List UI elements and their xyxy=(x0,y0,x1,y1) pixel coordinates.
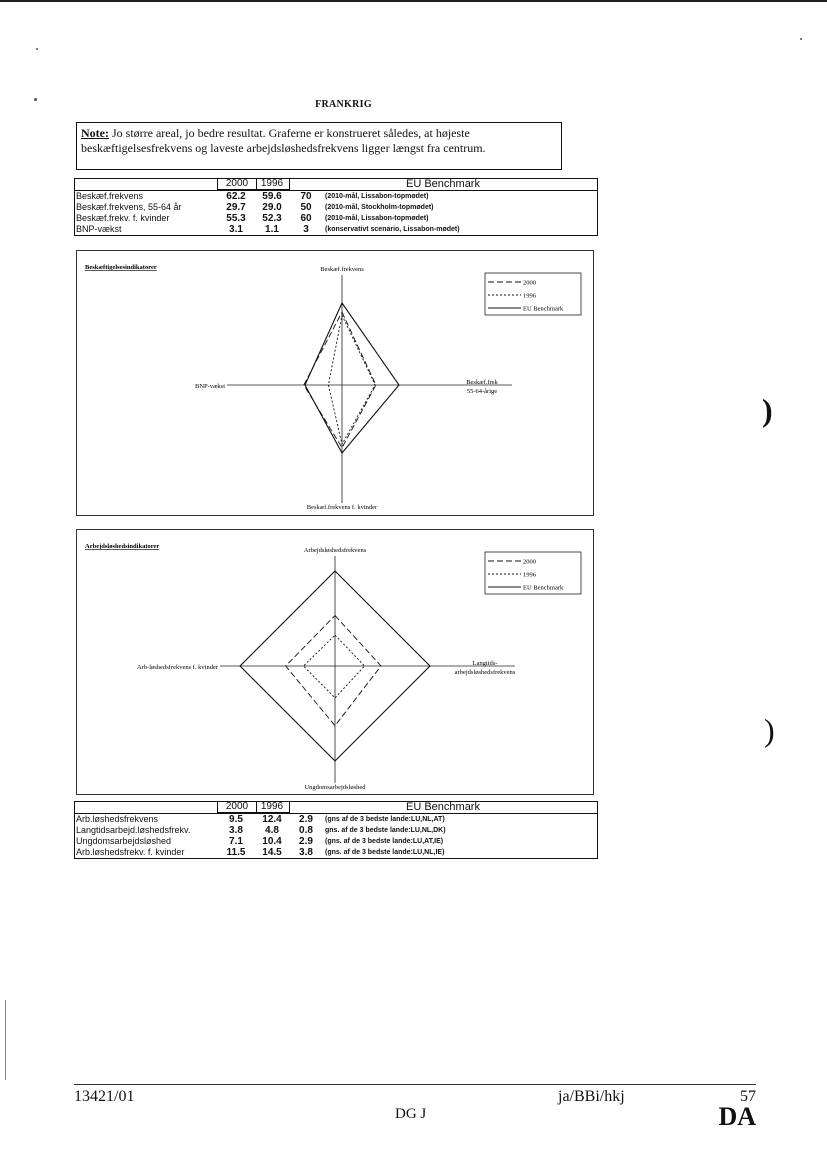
unemployment-radar-chart xyxy=(76,529,594,795)
value-2000: 3.8 xyxy=(229,825,243,836)
unemployment-table xyxy=(74,801,598,859)
table-row xyxy=(75,191,597,202)
value-eu: 70 xyxy=(300,191,312,202)
value-1996: 59.6 xyxy=(262,191,282,202)
employment-radar-chart xyxy=(76,250,594,516)
axis-label-bottom: Ungdomsarbejdsløshed xyxy=(304,784,366,791)
axis-label-left: Arb-løshedsfrekvens f. kvinder xyxy=(136,664,218,671)
row-label: Arb.løshedsfrekvens xyxy=(76,814,159,824)
value-eu: 3 xyxy=(303,224,309,235)
value-eu: 3.8 xyxy=(299,847,313,858)
chart-title: Beskæftigelsesindikatorer xyxy=(85,264,157,271)
value-1996: 52.3 xyxy=(262,213,282,224)
benchmark-desc: (2010-mål, Lissabon-topmødet) xyxy=(325,215,429,222)
value-2000: 29.7 xyxy=(226,202,246,213)
value-1996: 14.5 xyxy=(262,847,282,858)
legend-label: 1996 xyxy=(523,571,536,579)
top-rule xyxy=(0,0,827,2)
row-label: Beskæf.frekvens xyxy=(76,191,144,201)
note-box xyxy=(76,122,562,170)
benchmark-desc: (2010-mål, Stockholm-topmødet) xyxy=(325,204,434,211)
scan-speck xyxy=(34,98,37,101)
unemployment-radar-svg xyxy=(77,530,595,796)
row-label: Beskæf.frekv. f. kvinder xyxy=(76,213,170,223)
value-1996: 12.4 xyxy=(262,814,282,825)
axis-label-right: arbejdsløshedsfrekvens xyxy=(454,669,516,676)
value-2000: 55.3 xyxy=(226,213,246,224)
binder-hole-mark: ) xyxy=(762,392,773,428)
table-row xyxy=(75,814,597,825)
scan-speck xyxy=(800,38,802,40)
value-1996: 1.1 xyxy=(265,224,279,235)
benchmark-desc: gns. af de 3 bedste lande:LU,NL,DK) xyxy=(325,827,446,834)
page-number: 57 xyxy=(740,1088,756,1105)
value-eu: 2.9 xyxy=(299,814,313,825)
table-row xyxy=(75,213,597,224)
language-code: DA xyxy=(718,1102,756,1131)
unemployment-table-header xyxy=(75,802,597,814)
value-1996: 29.0 xyxy=(262,202,282,213)
note-label: Note: xyxy=(81,126,109,140)
benchmark-desc: (gns af de 3 bedste lande:LU,NL,AT) xyxy=(325,816,445,823)
row-label: BNP-vækst xyxy=(76,224,122,234)
header-2000: 2000 xyxy=(217,801,257,813)
row-label: Ungdomsarbejdsløshed xyxy=(76,836,172,846)
value-eu: 2.9 xyxy=(299,836,313,847)
binder-hole-mark: ) xyxy=(764,712,775,748)
series-polygon-1996 xyxy=(328,315,375,444)
benchmark-desc: (konservativt scenario, Lissabon-mødet) xyxy=(325,226,460,233)
row-label: Beskæf.frekvens, 55-64 år xyxy=(76,202,182,212)
scan-speck xyxy=(36,48,38,50)
legend-label: EU Benchmark xyxy=(523,305,564,313)
chart-title: Arbejdsløshedsindikatorer xyxy=(85,543,160,550)
note-text: Jo større areal, jo bedre resultat. Graferne er konstrueret således, at højeste beskæftigelsesfrekvens og laveste arbejdsløshedsfrekvens ligger længst fra centrum. xyxy=(81,126,486,155)
value-eu: 50 xyxy=(300,202,312,213)
employment-table xyxy=(74,178,598,236)
value-2000: 9.5 xyxy=(229,814,243,825)
page-title: FRANKRIG xyxy=(315,99,372,110)
table-row xyxy=(75,224,597,235)
legend-label: 2000 xyxy=(523,279,536,287)
legend-label: 1996 xyxy=(523,292,536,300)
table-row xyxy=(75,836,597,847)
series-polygon-2000 xyxy=(304,312,376,448)
row-label: Arb.løshedsfrekv. f. kvinder xyxy=(76,847,185,857)
row-label: Langtidsarbejd.løshedsfrekv. xyxy=(76,825,191,835)
initials: ja/BBi/hkj xyxy=(558,1088,625,1105)
axis-label-right: 55-64-årige xyxy=(466,388,498,395)
header-eu-benchmark: EU Benchmark xyxy=(406,801,480,813)
axis-label-left: BNP-vækst xyxy=(195,383,225,390)
table-row xyxy=(75,825,597,836)
series-polygon-1996 xyxy=(304,635,365,698)
value-eu: 60 xyxy=(300,213,312,224)
header-2000: 2000 xyxy=(217,178,257,190)
axis-label-bottom: Beskæf.frekvens f. kvinder xyxy=(306,504,378,511)
series-polygon-eu-benchmark xyxy=(305,303,399,453)
axis-label-right: Beskæf.frek xyxy=(466,379,498,386)
value-eu: 0.8 xyxy=(299,825,313,836)
axis-label-top: Arbejdsløshedsfrekvens xyxy=(303,547,367,554)
header-1996: 1996 xyxy=(255,178,290,190)
benchmark-desc: (2010-mål, Lissabon-topmødet) xyxy=(325,193,429,200)
scan-edge-line xyxy=(5,1000,6,1080)
doc-number: 13421/01 xyxy=(74,1088,135,1105)
employment-radar-svg xyxy=(77,251,595,517)
axis-label-top: Beskæf.frekvens xyxy=(320,266,364,273)
benchmark-desc: (gns. af de 3 bedste lande:LU,NL,IE) xyxy=(325,849,445,856)
footer-rule xyxy=(74,1084,756,1085)
legend-label: EU Benchmark xyxy=(523,584,564,592)
dg-label: DG J xyxy=(395,1106,427,1122)
value-1996: 4.8 xyxy=(265,825,279,836)
value-2000: 62.2 xyxy=(226,191,246,202)
value-2000: 3.1 xyxy=(229,224,243,235)
benchmark-desc: (gns. af de 3 bedste lande:LU,AT,IE) xyxy=(325,838,444,845)
table-row xyxy=(75,202,597,213)
value-2000: 11.5 xyxy=(226,847,246,858)
value-2000: 7.1 xyxy=(229,836,243,847)
header-1996: 1996 xyxy=(255,801,290,813)
value-1996: 10.4 xyxy=(262,836,282,847)
table-row xyxy=(75,847,597,858)
axis-label-right: Langtids- xyxy=(472,660,498,667)
series-polygon-2000 xyxy=(286,616,381,726)
employment-table-header xyxy=(75,179,597,191)
legend-label: 2000 xyxy=(523,558,536,566)
header-eu-benchmark: EU Benchmark xyxy=(406,178,480,190)
